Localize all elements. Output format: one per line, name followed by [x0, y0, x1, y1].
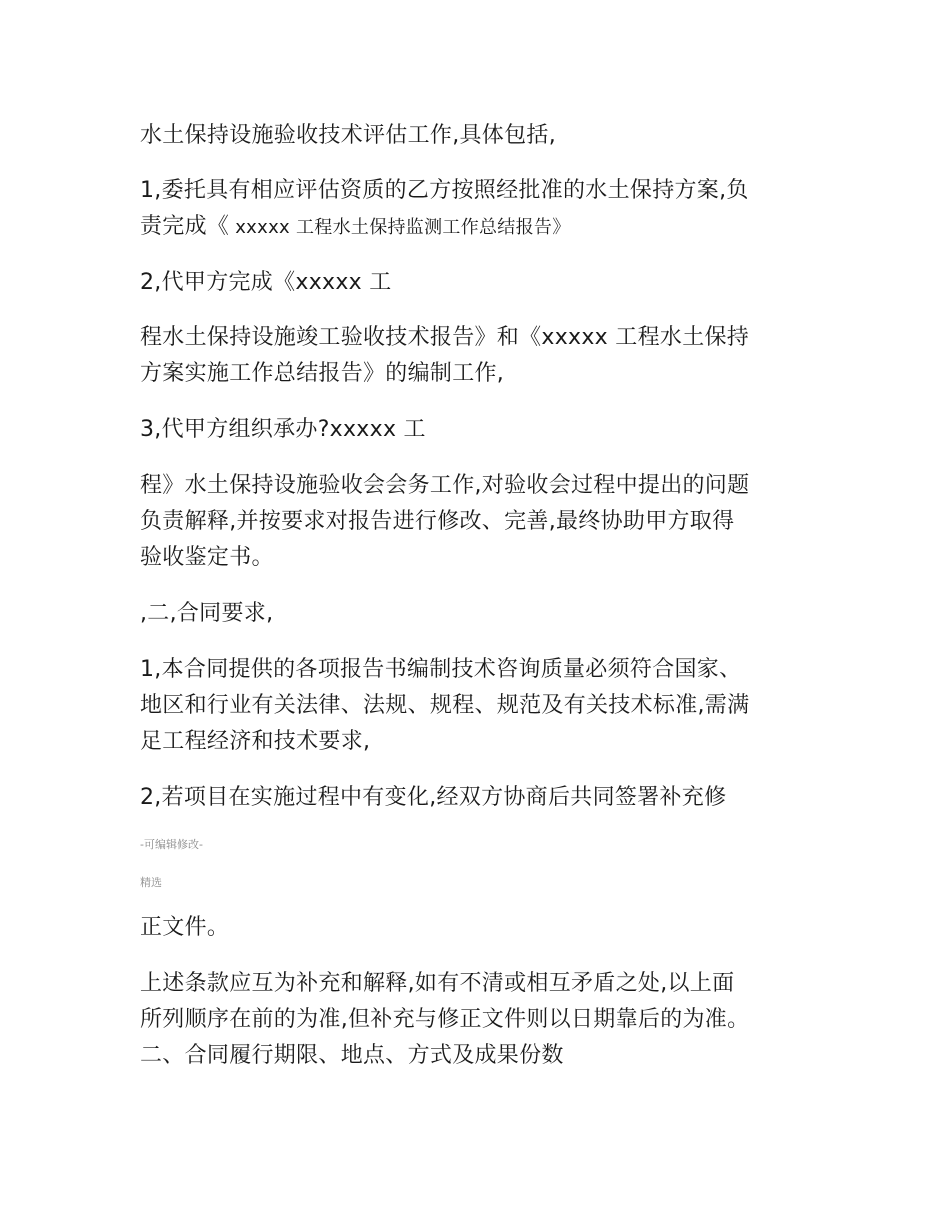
text-line-1: 水土保持设施验收技术评估工作,具体包括, [140, 123, 556, 148]
text-line-3 [140, 212, 571, 243]
text-line-18: 所列顺序在前的为准,但补充与修正文件则以日期靠后的为准。 [140, 1007, 750, 1032]
text-line-10: 验收鉴定书。 [140, 545, 274, 570]
text-line-11: ,二,合同要求, [140, 601, 274, 626]
text-line-12: 1,本合同提供的各项报告书编制技术咨询质量必须符合国家、 [140, 657, 742, 682]
text-line-15: 2,若项目在实施过程中有变化,经双方协商后共同签署补充修 [140, 785, 727, 810]
text-line-2: 1,委托具有相应评估资质的乙方按照经批准的水土保持方案,负 [140, 178, 749, 203]
text-line-3-prefix: 责完成《 [140, 214, 230, 239]
text-line-16: 正文件。 [140, 915, 230, 940]
text-line-9: 负责解释,并按要求对报告进行修改、完善,最终协助甲方取得 [140, 509, 735, 534]
text-line-17: 上述条款应互为补充和解释,如有不清或相互矛盾之处,以上面 [140, 971, 735, 996]
text-line-14: 足工程经济和技术要求, [140, 729, 371, 754]
text-line-3-rest: xxxxx 工程水土保持监测工作总结报告》 [229, 217, 571, 238]
text-line-5: 程水土保持设施竣工验收技术报告》和《xxxxx 工程水土保持 [140, 325, 750, 350]
text-line-8: 程》水土保持设施验收会会务工作,对验收会过程中提出的问题 [140, 473, 750, 498]
text-line-7: 3,代甲方组织承办?xxxxx 工 [140, 417, 426, 442]
text-line-19: 二、合同履行期限、地点、方式及成果份数 [140, 1043, 564, 1068]
selected-footer-note: 精选 [140, 876, 162, 889]
text-line-4: 2,代甲方完成《xxxxx 工 [140, 270, 392, 295]
text-line-13: 地区和行业有关法律、法规、规程、规范及有关技术标准,需满 [140, 693, 750, 718]
text-line-6: 方案实施工作总结报告》的编制工作, [140, 361, 505, 386]
editable-footer-note: -可编辑修改- [140, 838, 203, 851]
